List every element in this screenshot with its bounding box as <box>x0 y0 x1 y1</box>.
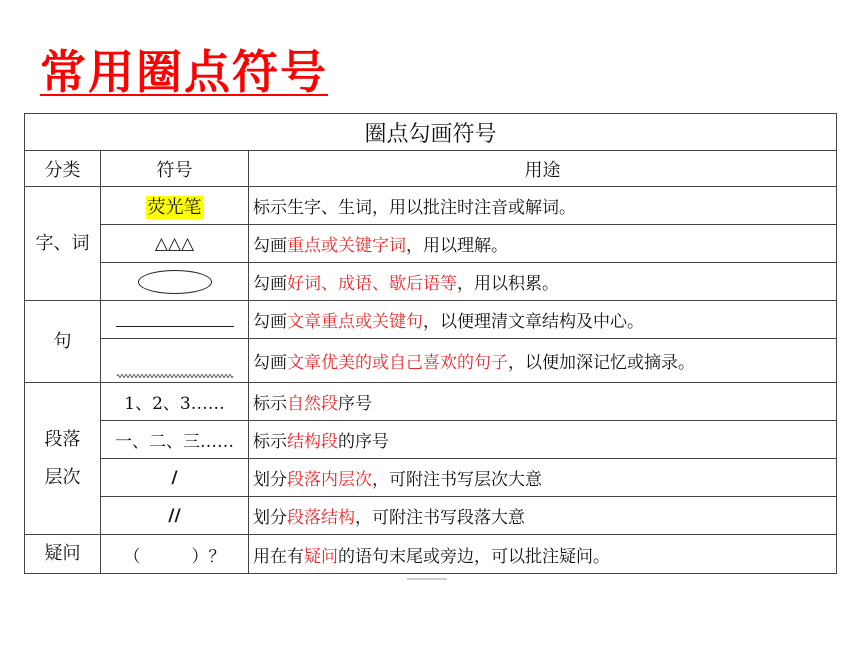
category-cell: 字、词 <box>25 187 101 301</box>
table-row <box>25 263 837 301</box>
symbol-cell <box>101 263 249 301</box>
usage-text: ，可附注书写层次大意 <box>372 470 542 490</box>
table-row <box>25 225 837 263</box>
usage-text: 勾画 <box>253 353 287 373</box>
usage-cell <box>249 383 837 421</box>
page-title: 常用圈点符号 <box>40 45 328 99</box>
header-category: 分类 <box>25 151 101 187</box>
header-usage: 用途 <box>249 151 837 187</box>
usage-text: 标示 <box>253 394 287 414</box>
symbol-text: / <box>171 467 178 488</box>
usage-cell <box>249 497 837 535</box>
usage-text: ，用以理解。 <box>406 236 508 256</box>
usage-text: 划分 <box>253 470 287 490</box>
symbol-text: 一、二、三…… <box>115 432 234 452</box>
symbol-cell <box>101 497 249 535</box>
usage-emphasis: 疑问 <box>304 546 338 567</box>
usage-text: 用在有 <box>253 546 304 567</box>
usage-text: ，以便加深记忆或摘录。 <box>508 353 695 373</box>
table-caption-row <box>25 114 837 151</box>
usage-emphasis: 文章优美的或自己喜欢的句子 <box>287 353 508 373</box>
usage-text: 勾画 <box>253 312 287 332</box>
usage-text: 的语句末尾或旁边，可以批注疑问。 <box>338 546 610 567</box>
usage-cell <box>249 301 837 339</box>
category-cell: 句 <box>25 301 101 383</box>
usage-cell <box>249 459 837 497</box>
category-cell: 段落 层次 <box>25 383 101 535</box>
divider <box>407 578 447 580</box>
usage-emphasis: 段落内层次 <box>287 470 372 490</box>
category-cell: 疑问 <box>25 535 101 574</box>
table-row <box>25 459 837 497</box>
table-row <box>25 339 837 383</box>
table-caption: 圈点勾画符号 <box>25 114 837 151</box>
usage-text: ，以便理清文章结构及中心。 <box>423 312 644 332</box>
usage-cell <box>249 187 837 225</box>
usage-text: ，可附注书写段落大意 <box>355 508 525 528</box>
usage-emphasis: 好词、成语、歇后语等 <box>287 274 457 294</box>
usage-text: 划分 <box>253 508 287 528</box>
usage-text: 勾画 <box>253 236 287 256</box>
symbol-text: △△△ <box>154 233 195 254</box>
table-header-row <box>25 151 837 187</box>
symbol-cell <box>101 339 249 383</box>
table-row <box>25 421 837 459</box>
header-symbol: 符号 <box>101 151 249 187</box>
table-row <box>25 301 837 339</box>
table-row <box>25 187 837 225</box>
symbol-cell <box>101 535 249 574</box>
symbol-cell <box>101 301 249 339</box>
symbol-cell <box>101 383 249 421</box>
oval-icon <box>138 270 212 294</box>
usage-cell <box>249 535 837 574</box>
usage-emphasis: 文章重点或关键句 <box>287 312 423 332</box>
usage-text: 序号 <box>338 394 372 414</box>
symbol-cell <box>101 421 249 459</box>
usage-emphasis: 重点或关键字词 <box>287 236 406 256</box>
usage-cell <box>249 263 837 301</box>
usage-cell <box>249 421 837 459</box>
wavy-underline-icon <box>115 368 235 382</box>
underline-icon <box>116 314 234 327</box>
usage-emphasis: 自然段 <box>287 394 338 414</box>
usage-cell <box>249 339 837 383</box>
usage-text: 的序号 <box>338 432 389 452</box>
usage-text: 标示生字、生词，用以批注时注音或解词。 <box>253 198 576 218</box>
symbol-cell <box>101 225 249 263</box>
usage-emphasis: 段落结构 <box>287 508 355 528</box>
usage-cell <box>249 225 837 263</box>
symbol-text: 1、2、3…… <box>124 394 225 414</box>
symbol-cell <box>101 459 249 497</box>
table-row <box>25 535 837 574</box>
symbol-text: （ ）？ <box>123 546 226 567</box>
symbol-text: // <box>168 505 181 526</box>
table-row <box>25 383 837 421</box>
symbol-cell <box>101 187 249 225</box>
usage-emphasis: 结构段 <box>287 432 338 452</box>
usage-text: 标示 <box>253 432 287 452</box>
usage-text: 勾画 <box>253 274 287 294</box>
table-row <box>25 497 837 535</box>
usage-text: ，用以积累。 <box>457 274 559 294</box>
highlighter-sample: 荧光笔 <box>147 196 202 218</box>
symbols-table <box>24 113 837 574</box>
